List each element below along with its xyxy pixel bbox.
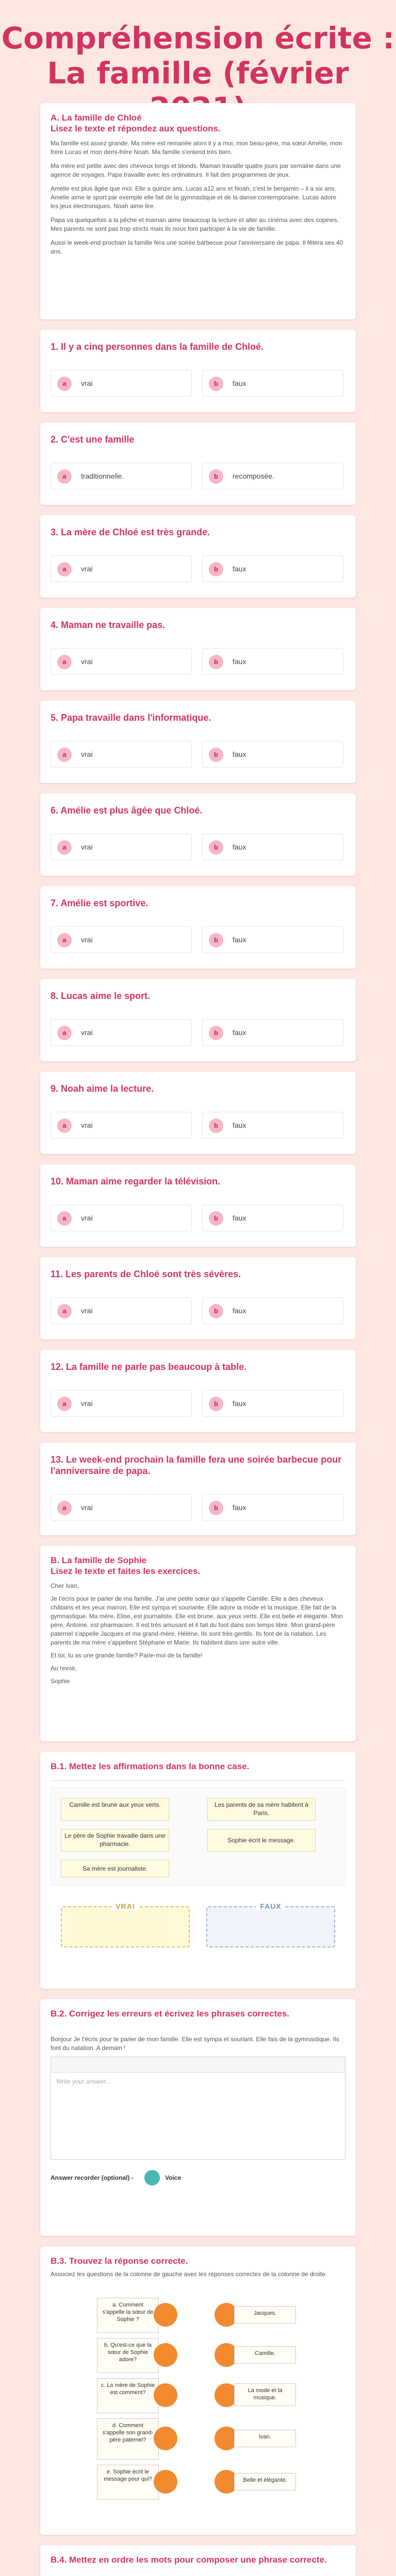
match-answer[interactable]: Belle et élégante. [234, 2473, 296, 2490]
section-subtitle: Lisez le texte et faites les exercices. [51, 1566, 201, 1576]
match-question[interactable]: c. La mère de Sophie est comment? [97, 2378, 159, 2413]
exercise-b1 [40, 1752, 356, 1989]
false-drop-zone[interactable] [206, 1902, 335, 1947]
match-question[interactable]: b. Qu'est-ce que la sœur de Sophie adore? [97, 2338, 159, 2373]
answer-editor[interactable] [51, 2057, 345, 2160]
option-a[interactable]: a vrai [51, 1205, 192, 1231]
question-card-5 [40, 701, 356, 783]
option-letter: b [209, 840, 223, 855]
question-card-3 [40, 515, 356, 598]
editor-toolbar [51, 2057, 345, 2073]
option-letter: a [57, 469, 72, 484]
option-b[interactable]: b faux [202, 1297, 343, 1324]
statement-chip[interactable]: Sophie écrit le message. [207, 1829, 316, 1852]
option-letter: a [57, 1211, 72, 1226]
statement-chip[interactable]: Sa mère est journaliste. [61, 1860, 169, 1877]
voice-label: Voice [165, 2174, 182, 2181]
exercise-title: B.1. Mettez les affirmations dans la bonne case. [51, 1761, 250, 1771]
question-text: 13. Le week-end prochain la famille fera une soirée barbecue pour l'anniversaire de papa. [51, 1454, 342, 1476]
option-letter: b [209, 1397, 223, 1411]
option-b[interactable]: b recomposée. [202, 463, 343, 489]
option-letter: a [57, 933, 72, 947]
question-text: 4. Maman ne travaille pas. [51, 620, 166, 630]
question-card-4 [40, 608, 356, 690]
option-letter: a [57, 748, 72, 762]
option-b[interactable]: b faux [202, 926, 343, 953]
question-text: 11. Les parents de Chloé sont très sévères. [51, 1269, 241, 1279]
section-title: A. La famille de Chloé [51, 113, 142, 123]
option-b[interactable]: b faux [202, 370, 343, 397]
question-card-11 [40, 1257, 356, 1340]
question-text: 6. Amélie est plus âgée que Chloé. [51, 805, 203, 816]
paragraph: Et toi, tu as une grande famille? Parle-moi de ta famille! [51, 1652, 203, 1659]
option-b[interactable]: b faux [202, 1205, 343, 1231]
match-answer[interactable]: Camille. [234, 2346, 296, 2364]
paragraph: Je t'écris pour te parler de ma famille. J'ai une petite sœur qui s'appelle Camille. Elle a des cheveux châtains et les yeux marron. Elle est sympa et souriante. Elle adore la mode et la musique. Elle fait de la gymnastique. Ma mère, Elise, est journaliste. Elle est brune, aux yeux verts. Elle est belle et élégante. Mon père, Antoine, est pharmacien. Il est très amusant et il fait du foot dans son temps libre. Mon grand-père paternel s'appelle Jacques et ma grand-mère, Hélène. Ils sont très gentils. Ils font de la natation. Les parents de ma mère s'appellent Stéphane et Marie. Ils habitent dans une autre ville. [51, 1595, 343, 1646]
paragraph: Papa va quelquefois à la pêche et maman aime beaucoup la lecture et aller au cinéma avec des copines. Mes parents ne sont pas trop stricts mais ils nous font participer à la vie de famille. [51, 216, 339, 232]
false-label: FAUX [256, 1902, 285, 1910]
match-question[interactable]: e. Sophie écrit le message pour qui? [97, 2465, 159, 2500]
option-a[interactable]: a vrai [51, 1494, 192, 1521]
paragraph: Amélie est plus âgée que moi. Elle a quinze ans. Lucas a12 ans et Noah, c'est le benjamin – il a six ans. Amélie aime le sport par exemple elle fait de la gymnastique et de la danse contemporaine. Lucas adore les jeux électroniques. Noah aime lire. [51, 185, 337, 210]
paragraph: Sophie [51, 1677, 70, 1685]
question-text: 9. Noah aime la lecture. [51, 1083, 154, 1094]
match-connector[interactable] [154, 2343, 177, 2367]
option-letter: a [57, 1304, 72, 1318]
match-answer[interactable]: Jacques. [234, 2306, 296, 2324]
option-a[interactable]: a vrai [51, 1112, 192, 1139]
option-b[interactable]: b faux [202, 741, 343, 768]
page-title: Compréhension écrite : La famille (février [1, 21, 395, 91]
question-card-8 [40, 979, 356, 1061]
option-letter: a [57, 377, 72, 391]
option-letter: b [209, 1501, 223, 1515]
section-subtitle: Lisez le texte et répondez aux questions. [51, 124, 221, 133]
match-connector[interactable] [154, 2303, 177, 2327]
option-letter: b [209, 1304, 223, 1318]
recorder-label: Answer recorder (optional) - [51, 2174, 134, 2181]
true-drop-zone[interactable] [61, 1902, 190, 1947]
question-text: 2. C'est une famille [51, 434, 135, 445]
match-connector[interactable] [154, 2427, 177, 2450]
question-card-9 [40, 1072, 356, 1154]
option-letter: a [57, 840, 72, 855]
option-letter: b [209, 748, 223, 762]
option-letter: a [57, 1397, 72, 1411]
question-card-6 [40, 793, 356, 876]
exercise-title: B.2. Corrigez les erreurs et écrivez les phrases correctes. [51, 2009, 290, 2019]
match-connector[interactable] [154, 2470, 177, 2494]
option-letter: b [209, 377, 223, 391]
option-a[interactable]: a vrai [51, 1390, 192, 1417]
statement-chip[interactable]: Le père de Sophie travaille dans une pharmacie. [61, 1829, 169, 1852]
exercise-title: B.3. Trouvez la réponse correcte. [51, 2256, 188, 2266]
statement-chip[interactable]: Les parents de sa mère habitent à Paris. [207, 1798, 316, 1821]
text-card-sophie [40, 1546, 356, 1741]
exercise-b2 [40, 1999, 356, 2236]
question-text: 10. Maman aime regarder la télévision. [51, 1176, 221, 1187]
option-letter: b [209, 655, 223, 669]
text-card-chloe [40, 103, 356, 319]
question-card-2 [40, 422, 356, 505]
question-text: 1. Il y a cinq personnes dans la famille de Chloé. [51, 342, 264, 352]
option-letter: b [209, 933, 223, 947]
option-a[interactable]: a traditionnelle. [51, 463, 192, 489]
section-title: B. La famille de Sophie [51, 1555, 147, 1565]
exercise-instructions: Associez les questions de la colonne de gauche avec les réponses correctes de la colonne de droite. [51, 2270, 327, 2278]
option-letter: a [57, 1026, 72, 1040]
option-letter: a [57, 1118, 72, 1133]
option-a[interactable]: a vrai [51, 926, 192, 953]
option-a[interactable]: a vrai [51, 741, 192, 768]
option-a[interactable]: a vrai [51, 1297, 192, 1324]
option-letter: a [57, 562, 72, 577]
option-b[interactable]: b faux [202, 1494, 343, 1521]
question-card-1 [40, 330, 356, 412]
option-letter: b [209, 1026, 223, 1040]
option-letter: b [209, 1211, 223, 1226]
option-b[interactable]: b faux [202, 555, 343, 582]
option-a[interactable]: a vrai [51, 648, 192, 675]
question-card-7 [40, 886, 356, 969]
option-letter: a [57, 1501, 72, 1515]
match-answer[interactable]: Ivan. [234, 2430, 296, 2447]
match-connector[interactable] [154, 2383, 177, 2407]
option-a[interactable]: a vrai [51, 834, 192, 860]
exercise-b3 [40, 2246, 356, 2535]
option-letter: b [209, 562, 223, 577]
statement-chip[interactable]: Camille est brune aux yeux verts. [61, 1798, 169, 1821]
question-text: 12. La famille ne parle pas beaucoup à table. [51, 1362, 247, 1372]
option-b[interactable]: b faux [202, 1390, 343, 1417]
option-b[interactable]: b faux [202, 834, 343, 860]
paragraph: Aussi le week-end prochain la famille fera une soirée barbecue pour l'anniversaire de papa. Il fêtera ses 40 ans. [51, 239, 343, 255]
question-card-12 [40, 1350, 356, 1432]
question-text: 7. Amélie est sportive. [51, 898, 148, 908]
option-letter: b [209, 469, 223, 484]
option-a[interactable]: a vrai [51, 555, 192, 582]
option-a[interactable]: a vrai [51, 370, 192, 397]
question-text: 8. Lucas aime le sport. [51, 991, 151, 1001]
question-text: 5. Papa travaille dans l'informatique. [51, 713, 211, 723]
match-question[interactable]: a. Comment s'appelle la sœur de Sophie ? [97, 2298, 159, 2333]
question-card-10 [40, 1164, 356, 1247]
option-b[interactable]: b faux [202, 648, 343, 675]
option-b[interactable]: b faux [202, 1112, 343, 1139]
question-card-13 [40, 1443, 356, 1535]
page-title-block [0, 0, 396, 103]
match-answer[interactable]: La mode et la musique. [234, 2383, 296, 2406]
option-letter: a [57, 655, 72, 669]
match-question[interactable]: d. Comment s'appelle son grand-père paternel? [97, 2418, 159, 2460]
voice-record-icon[interactable] [144, 2170, 160, 2185]
true-label: VRAI [111, 1902, 139, 1910]
paragraph: Au revoir, [51, 1665, 77, 1672]
question-text: 3. La mère de Chloé est très grande. [51, 527, 210, 537]
option-letter: b [209, 1118, 223, 1133]
paragraph: Cher Ivan, [51, 1582, 79, 1589]
exercise-instructions: Bonjour Je t'écris pour te parler de mon famille. Elle est sympa et souriant. Elle fais de la gymnastique. Ils font du natation. A demain ! [51, 2036, 339, 2052]
option-b[interactable]: b faux [202, 1019, 343, 1046]
paragraph: Ma mère est petite avec des cheveux longs et blonds. Maman travaille quatre jours par semaine dans une agence de voyages. Papa travaille avec les ordinateurs. Il fait des programmes de jeux. [51, 162, 341, 178]
option-a[interactable]: a vrai [51, 1019, 192, 1046]
exercise-title: B.4. Mettez en ordre les mots pour composer une phrase correcte. [51, 2555, 327, 2565]
answer-placeholder[interactable]: Write your answer... [56, 2078, 111, 2085]
exercise-b4 [40, 2545, 356, 2576]
paragraph: Ma famille est assez grande. Ma mère est remariée alors il y a moi, mon beau-père, ma sœur Amélie, mon frère Lucas et mon demi-frère Noah. Ma famille s'entend très bien. [51, 140, 342, 156]
